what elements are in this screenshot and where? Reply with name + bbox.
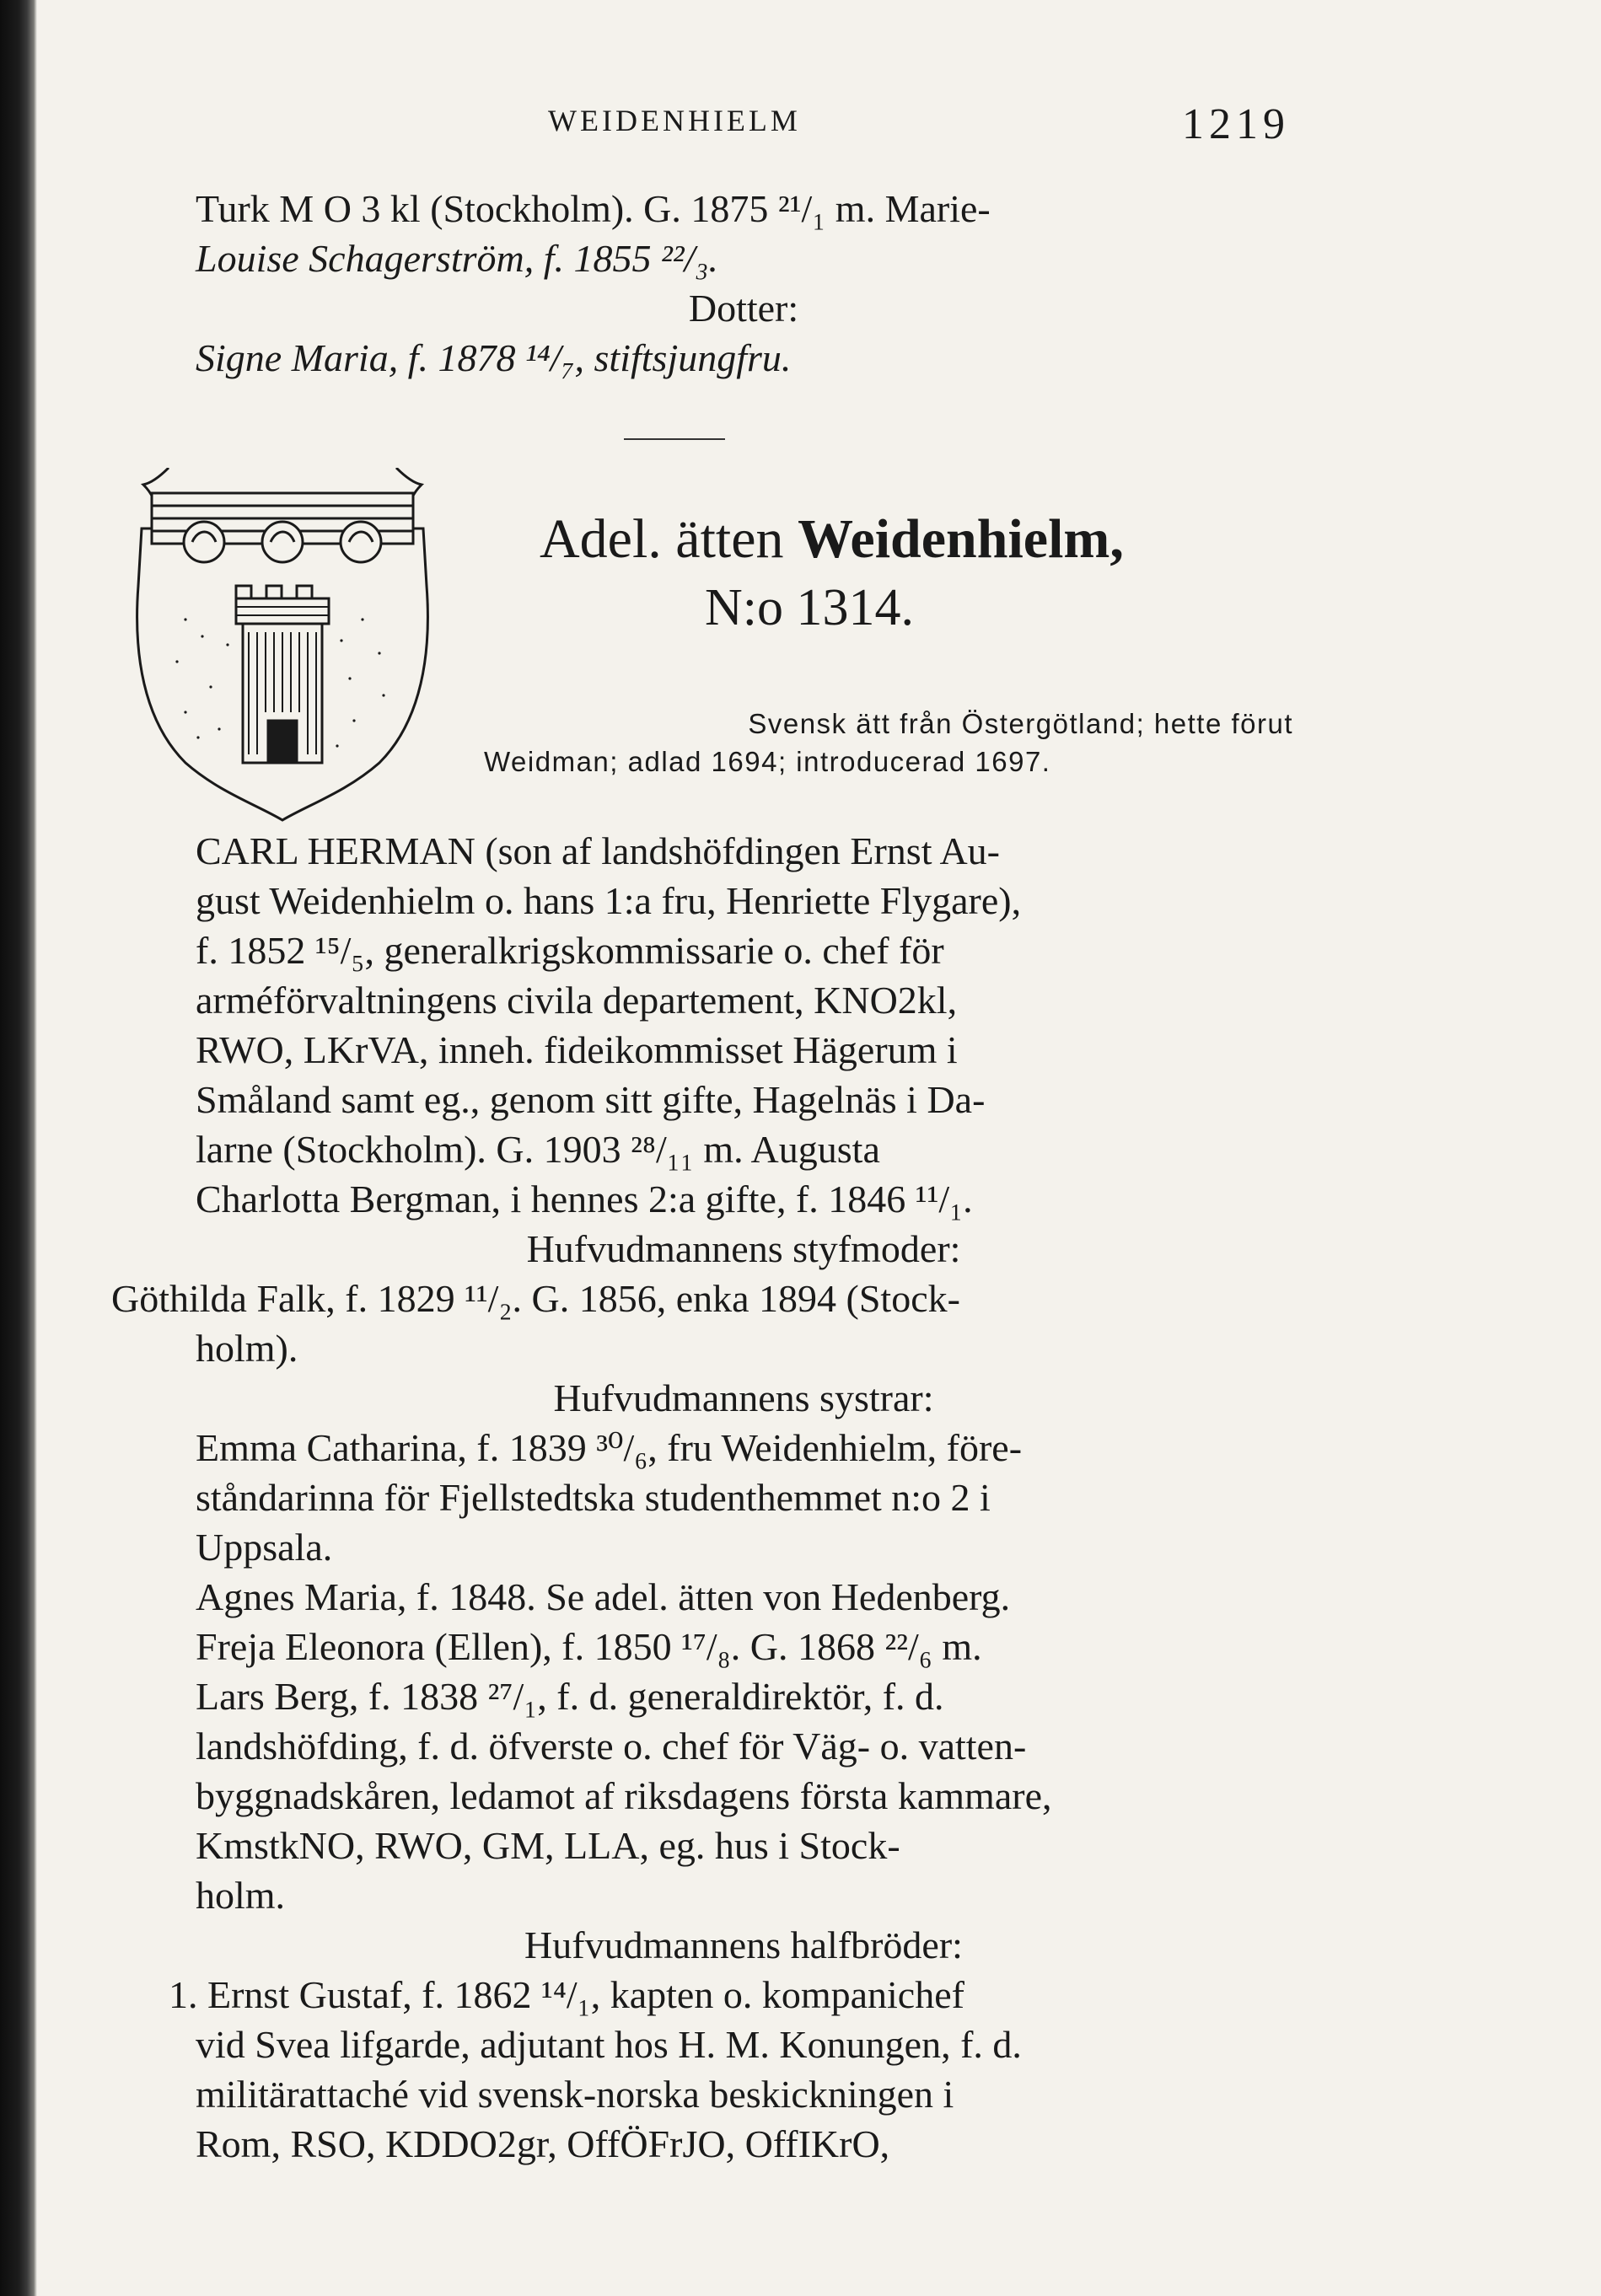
entry-line: ståndarinna för Fjellstedtska studenthemmet n:o 2 i	[196, 1476, 991, 1519]
page-number: 1219	[1182, 100, 1290, 148]
halfbrothers-heading: Hufvudmannens halfbröder:	[524, 1923, 963, 1966]
entry-line: Göthilda Falk, f. 1829 ¹¹/₂. G. 1856, enka 1894 (Stock-	[111, 1277, 960, 1320]
entry-line: f. 1852 ¹⁵/₅, generalkrigskommissarie o. chef för	[196, 929, 944, 972]
head-of-family-entry	[196, 826, 1292, 1224]
section-divider	[624, 438, 725, 440]
entry-line: Charlotta Bergman, i hennes 2:a gifte, f. 1846 ¹¹/₁.	[196, 1178, 973, 1220]
entry-line: Rom, RSO, KDDO2gr, OffÖFrJO, OffIKrO,	[196, 2122, 890, 2165]
entry-line: 1. Ernst Gustaf, f. 1862 ¹⁴/₁, kapten o. kompanichef	[169, 1973, 964, 2016]
entry-line: gust Weidenhielm o. hans 1:a fru, Henriette Flygare),	[196, 879, 1022, 922]
sisters-heading: Hufvudmannens systrar:	[553, 1376, 934, 1419]
house-description	[484, 705, 1293, 781]
previous-entry-continuation	[196, 184, 1292, 383]
stepmother-heading: Hufvudmannens styfmoder:	[526, 1227, 961, 1270]
entry-line: Småland samt eg., genom sitt gifte, Hagelnäs i Da-	[196, 1078, 986, 1121]
entry-line: larne (Stockholm). G. 1903 ²⁸/₁₁ m. Augusta	[196, 1128, 880, 1171]
entry-line: RWO, LKrVA, inneh. fideikommisset Hägerum i	[196, 1028, 958, 1071]
entry-line: Uppsala.	[196, 1526, 333, 1569]
page-header	[194, 99, 1290, 150]
entry-line: Signe Maria, f. 1878 ¹⁴/₇, stiftsjungfru.	[196, 336, 792, 379]
entry-line: militärattaché vid svensk-norska beskickningen i	[196, 2073, 954, 2116]
entry-line: landshöfding, f. d. öfverste o. chef för Väg- o. vatten-	[196, 1725, 1027, 1768]
entry-line: Emma Catharina, f. 1839 ³⁰/₆, fru Weidenhielm, före-	[196, 1426, 1023, 1469]
entry-line: vid Svea lifgarde, adjutant hos H. M. Konungen, f. d.	[196, 2023, 1022, 2066]
entry-line: Louise Schagerström, f. 1855 ²²/₃.	[196, 237, 718, 280]
running-head: WEIDENHIELM	[548, 104, 801, 137]
entry-line: KmstkNO, RWO, GM, LLA, eg. hus i Stock-	[196, 1824, 900, 1867]
house-number: N:o 1314.	[705, 579, 914, 636]
coat-of-arms-icon	[126, 468, 438, 822]
house-info-line: Svensk ätt från Östergötland; hette förut	[748, 708, 1293, 739]
entry-line: Agnes Maria, f. 1848. Se adel. ätten von Hedenberg.	[196, 1575, 1011, 1618]
house-info-line: Weidman; adlad 1694; introducerad 1697.	[484, 746, 1051, 777]
entry-line: Turk M O 3 kl (Stockholm). G. 1875 ²¹/₁ m. Marie-	[196, 187, 991, 230]
entry-line: holm).	[196, 1327, 298, 1370]
entry-line: CARL HERMAN (son af landshöfdingen Ernst Au-	[196, 829, 1000, 872]
main-entry	[111, 826, 1292, 2169]
entry-line: Freja Eleonora (Ellen), f. 1850 ¹⁷/₈. G. 1868 ²²/₆ m.	[196, 1625, 982, 1668]
daughter-heading: Dotter:	[688, 287, 799, 330]
entry-line: byggnadskåren, ledamot af riksdagens första kammare,	[196, 1774, 1052, 1817]
house-name: Weidenhielm,	[798, 508, 1124, 570]
house-title	[540, 506, 1124, 573]
book-binding-edge	[0, 0, 37, 2296]
house-title-prefix: Adel. ätten	[540, 508, 784, 570]
entry-line: Lars Berg, f. 1838 ²⁷/₁, f. d. generaldirektör, f. d.	[196, 1675, 944, 1718]
entry-line: arméförvaltningens civila departement, KNO2kl,	[196, 979, 958, 1022]
entry-line: holm.	[196, 1874, 286, 1917]
